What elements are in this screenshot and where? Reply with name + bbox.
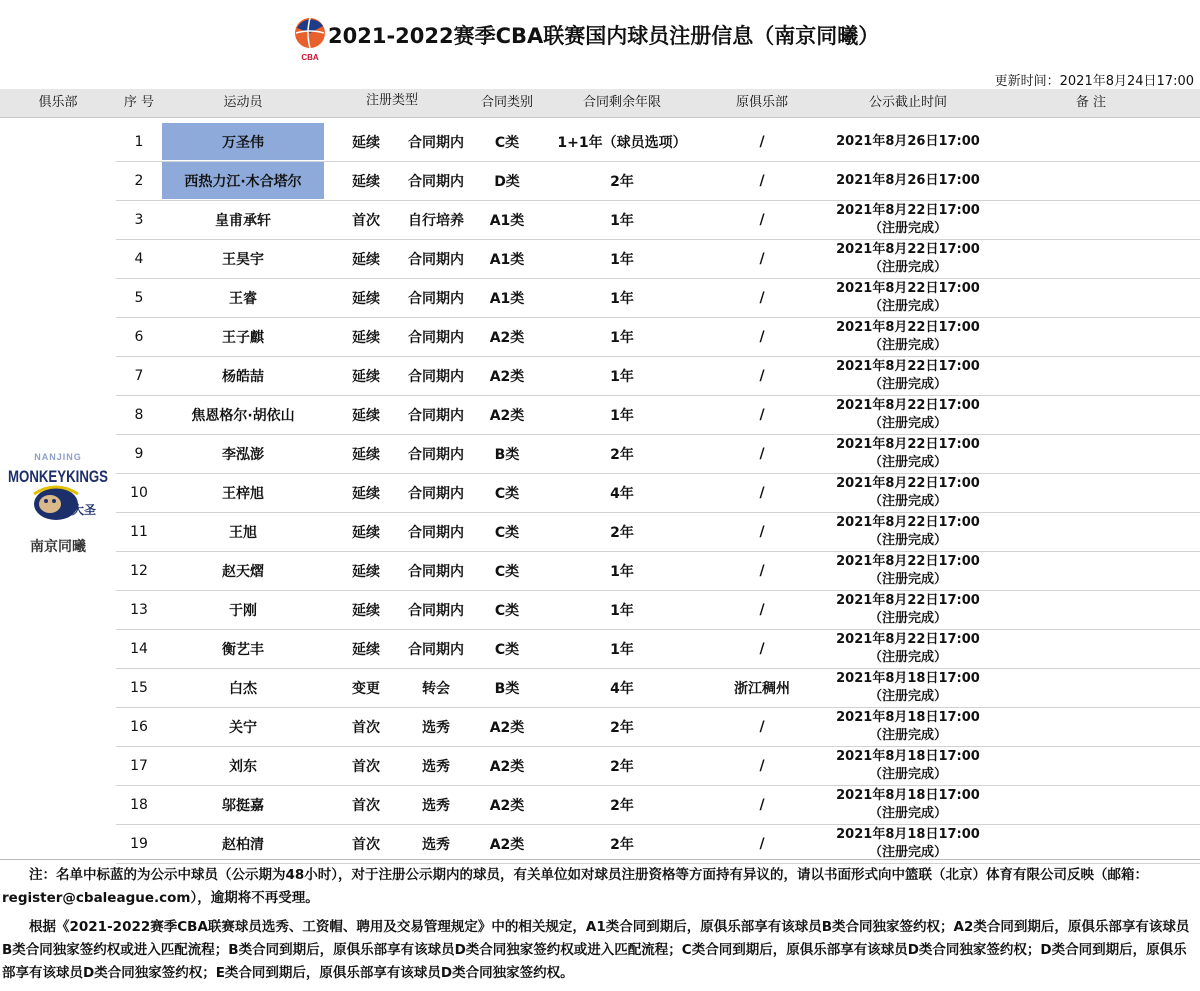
row-years-left: 2年 — [610, 836, 634, 853]
row-number: 14 — [130, 640, 148, 657]
row-reg-type: 变更 — [352, 680, 380, 697]
row-remark — [990, 395, 1192, 434]
row-reg-subtype: 选秀 — [422, 797, 450, 814]
row-status: （注册完成） — [868, 415, 947, 431]
row-player: 皇甫承轩 — [215, 212, 271, 229]
row-orig-club: / — [759, 757, 765, 774]
row-deadline-date: 2021年8月22日17:00 — [836, 397, 980, 413]
row-status: （注册完成） — [868, 376, 947, 392]
row-contract-cat: A2类 — [489, 329, 525, 346]
row-player: 王昊宇 — [222, 251, 264, 268]
table-row — [116, 434, 1200, 474]
row-orig-club: / — [759, 328, 765, 345]
row-reg-type: 首次 — [352, 836, 380, 853]
row-number: 5 — [134, 289, 144, 306]
club-logo-main-text: MONKEYKINGS — [8, 467, 108, 486]
page-title: 2021-2022赛季CBA联赛国内球员注册信息（南京同曦） — [328, 24, 880, 48]
row-player: 白杰 — [229, 680, 257, 697]
row-deadline-date: 2021年8月18日17:00 — [836, 787, 980, 803]
row-years-left: 1年 — [610, 329, 634, 346]
row-number: 6 — [134, 328, 144, 345]
row-orig-club: / — [759, 133, 765, 150]
row-deadline — [826, 200, 990, 239]
row-player: 刘东 — [229, 758, 257, 775]
row-deadline-date: 2021年8月22日17:00 — [836, 514, 980, 530]
row-status: （注册完成） — [868, 571, 947, 587]
row-status: （注册完成） — [868, 298, 947, 314]
row-remark — [990, 161, 1192, 200]
row-contract-cat: B类 — [494, 446, 520, 463]
col-player: 运动员 — [223, 95, 263, 110]
row-years-left: 1+1年（球员选项） — [557, 134, 687, 151]
row-deadline-date: 2021年8月18日17:00 — [836, 709, 980, 725]
cba-logo-text: CBA — [301, 53, 319, 62]
table-row — [116, 512, 1200, 552]
row-remark — [990, 239, 1192, 278]
row-contract-cat: A1类 — [489, 212, 525, 229]
table-row — [116, 200, 1200, 240]
row-player: 衡艺丰 — [222, 641, 264, 658]
row-player: 王梓旭 — [222, 485, 264, 502]
row-years-left: 2年 — [610, 173, 634, 190]
table-row — [116, 668, 1200, 708]
row-deadline-date: 2021年8月22日17:00 — [836, 319, 980, 335]
row-remark — [990, 278, 1192, 317]
row-reg-subtype: 合同期内 — [408, 524, 464, 541]
row-number: 12 — [130, 562, 148, 579]
row-deadline-date: 2021年8月18日17:00 — [836, 826, 980, 842]
row-years-left: 1年 — [610, 212, 634, 229]
table-row — [116, 707, 1200, 747]
row-contract-cat: B类 — [494, 680, 520, 697]
row-reg-subtype: 合同期内 — [408, 407, 464, 424]
row-player: 王子麒 — [222, 329, 264, 346]
row-years-left: 1年 — [610, 602, 634, 619]
table-row — [116, 473, 1200, 513]
row-orig-club: / — [759, 211, 765, 228]
row-player: 关宁 — [229, 719, 257, 736]
row-remark — [990, 590, 1192, 629]
note-rules: 根据《2021-2022赛季CBA联赛球员选秀、工资帽、聘用及交易管理规定》中的相关规定，A1类合同到期后，原俱乐部享有该球员B类合同独家签约权；A2类合同到期后，原俱乐部享有该球员B类合同独家签约权或进入匹配流程；B类合同到期后，原俱乐部享有该球员D类合同独家签约权或进入匹配流程；C类合同到期后，原俱乐部享有该球员D类合同独家签约权；D类合同到期后，原俱乐部享有该球员D类合同独家签约权；E类合同到期后，原俱乐部享有该球员D类合同独家签约权。 — [2, 919, 1190, 981]
row-deadline-date: 2021年8月22日17:00 — [836, 631, 980, 647]
row-reg-subtype: 合同期内 — [408, 251, 464, 268]
row-deadline — [826, 122, 990, 161]
row-status: （注册完成） — [868, 220, 947, 236]
row-number: 17 — [130, 757, 148, 774]
row-reg-subtype: 转会 — [422, 680, 450, 697]
row-deadline — [826, 785, 990, 824]
row-orig-club: / — [759, 289, 765, 306]
row-deadline — [826, 668, 990, 707]
row-contract-cat: C类 — [494, 641, 520, 658]
row-status: （注册完成） — [868, 493, 947, 509]
row-deadline — [826, 434, 990, 473]
col-remark: 备 注 — [1075, 95, 1107, 110]
row-orig-club: / — [759, 835, 765, 852]
row-deadline — [826, 629, 990, 668]
row-orig-club: / — [759, 796, 765, 813]
row-contract-cat: C类 — [494, 485, 520, 502]
row-deadline — [826, 317, 990, 356]
row-player: 邬挺嘉 — [222, 797, 264, 814]
row-number: 19 — [130, 835, 148, 852]
row-number: 13 — [130, 601, 148, 618]
row-reg-type: 延续 — [352, 329, 380, 346]
row-number: 16 — [130, 718, 148, 735]
row-remark — [990, 122, 1192, 161]
row-remark — [990, 200, 1192, 239]
row-deadline — [826, 512, 990, 551]
row-deadline-date: 2021年8月22日17:00 — [836, 475, 980, 491]
row-reg-subtype: 合同期内 — [408, 485, 464, 502]
row-number: 9 — [134, 445, 144, 462]
table-row — [116, 161, 1200, 201]
row-years-left: 1年 — [610, 368, 634, 385]
row-reg-type: 首次 — [352, 797, 380, 814]
row-status: （注册完成） — [868, 649, 947, 665]
row-reg-type: 延续 — [352, 485, 380, 502]
col-contract-cat: 合同类别 — [480, 95, 533, 110]
col-reg-type: 注册类型 — [365, 93, 418, 108]
row-deadline-date: 2021年8月18日17:00 — [836, 748, 980, 764]
row-player: 赵柏清 — [222, 836, 264, 853]
row-reg-subtype: 合同期内 — [408, 173, 464, 190]
row-contract-cat: A2类 — [489, 719, 525, 736]
row-reg-type: 延续 — [352, 173, 380, 190]
row-remark — [990, 317, 1192, 356]
row-orig-club: / — [759, 562, 765, 579]
row-orig-club: 浙江稠州 — [734, 680, 790, 697]
row-status: （注册完成） — [868, 532, 947, 548]
row-orig-club: / — [759, 172, 765, 189]
row-reg-subtype: 自行培养 — [408, 212, 464, 229]
row-remark — [990, 473, 1192, 512]
row-player: 王旭 — [229, 524, 257, 541]
row-contract-cat: A2类 — [489, 758, 525, 775]
table-row — [116, 785, 1200, 825]
row-reg-type: 延续 — [352, 563, 380, 580]
row-deadline-date: 2021年8月26日17:00 — [836, 133, 980, 149]
table-row — [116, 278, 1200, 318]
row-status: （注册完成） — [868, 610, 947, 626]
row-player: 王睿 — [229, 290, 257, 307]
row-reg-type: 延续 — [352, 368, 380, 385]
col-orig-club: 原俱乐部 — [735, 95, 788, 110]
row-reg-subtype: 合同期内 — [408, 602, 464, 619]
row-reg-subtype: 合同期内 — [408, 563, 464, 580]
table-row — [116, 395, 1200, 435]
row-years-left: 1年 — [610, 251, 634, 268]
row-years-left: 2年 — [610, 758, 634, 775]
row-reg-subtype: 合同期内 — [408, 446, 464, 463]
table-row — [116, 746, 1200, 786]
row-player: 杨皓喆 — [222, 368, 264, 385]
row-status: （注册完成） — [868, 337, 947, 353]
row-deadline — [826, 551, 990, 590]
row-deadline — [826, 395, 990, 434]
row-deadline — [826, 590, 990, 629]
row-remark — [990, 785, 1192, 824]
row-status: （注册完成） — [868, 727, 947, 743]
col-deadline: 公示截止时间 — [868, 95, 947, 110]
row-orig-club: / — [759, 640, 765, 657]
row-number: 3 — [134, 211, 144, 228]
row-years-left: 1年 — [610, 290, 634, 307]
row-orig-club: / — [759, 367, 765, 384]
row-deadline — [826, 239, 990, 278]
table-row — [116, 590, 1200, 630]
row-number: 15 — [130, 679, 148, 696]
row-reg-type: 延续 — [352, 602, 380, 619]
col-number: 序 号 — [123, 95, 155, 110]
row-status: （注册完成） — [868, 688, 947, 704]
row-deadline-date: 2021年8月26日17:00 — [836, 172, 980, 188]
row-deadline — [826, 356, 990, 395]
row-years-left: 4年 — [610, 680, 634, 697]
row-years-left: 1年 — [610, 407, 634, 424]
row-reg-type: 延续 — [352, 446, 380, 463]
row-orig-club: / — [759, 250, 765, 267]
row-number: 4 — [134, 250, 144, 267]
table-row — [116, 551, 1200, 591]
divider — [0, 859, 1200, 860]
row-reg-subtype: 合同期内 — [408, 290, 464, 307]
col-club: 俱乐部 — [38, 95, 78, 110]
row-contract-cat: A2类 — [489, 836, 525, 853]
row-number: 18 — [130, 796, 148, 813]
row-contract-cat: C类 — [494, 602, 520, 619]
row-deadline-date: 2021年8月22日17:00 — [836, 553, 980, 569]
row-years-left: 2年 — [610, 719, 634, 736]
row-contract-cat: C类 — [494, 563, 520, 580]
row-years-left: 1年 — [610, 641, 634, 658]
row-reg-type: 首次 — [352, 212, 380, 229]
row-orig-club: / — [759, 406, 765, 423]
row-reg-type: 首次 — [352, 758, 380, 775]
table-row — [116, 824, 1200, 864]
row-status: （注册完成） — [868, 454, 947, 470]
row-number: 11 — [130, 523, 148, 540]
row-deadline — [826, 746, 990, 785]
table-body — [0, 122, 1200, 860]
row-orig-club: / — [759, 445, 765, 462]
row-status: （注册完成） — [868, 805, 947, 821]
row-years-left: 4年 — [610, 485, 634, 502]
row-reg-type: 延续 — [352, 290, 380, 307]
table-row — [116, 239, 1200, 279]
row-status: （注册完成） — [868, 844, 947, 860]
table-row — [116, 122, 1200, 162]
row-years-left: 2年 — [610, 524, 634, 541]
row-number: 7 — [134, 367, 144, 384]
title-bar — [0, 14, 1200, 64]
row-contract-cat: A2类 — [489, 368, 525, 385]
row-contract-cat: A2类 — [489, 407, 525, 424]
row-number: 10 — [130, 484, 148, 501]
row-contract-cat: A2类 — [489, 797, 525, 814]
row-reg-type: 延续 — [352, 134, 380, 151]
row-remark — [990, 746, 1192, 785]
row-orig-club: / — [759, 718, 765, 735]
row-deadline-date: 2021年8月22日17:00 — [836, 436, 980, 452]
row-reg-type: 延续 — [352, 251, 380, 268]
row-deadline-date: 2021年8月22日17:00 — [836, 280, 980, 296]
table-row — [116, 317, 1200, 357]
club-logo-mark: 大圣 — [72, 503, 97, 517]
row-deadline-date: 2021年8月22日17:00 — [836, 358, 980, 374]
row-reg-type: 延续 — [352, 407, 380, 424]
row-deadline-date: 2021年8月22日17:00 — [836, 202, 980, 218]
row-contract-cat: D类 — [494, 173, 520, 190]
row-remark — [990, 707, 1192, 746]
row-orig-club: / — [759, 523, 765, 540]
row-reg-subtype: 合同期内 — [408, 329, 464, 346]
row-deadline — [826, 824, 990, 863]
club-name: 南京同曦 — [30, 539, 86, 555]
table-header — [0, 89, 1200, 118]
row-deadline — [826, 278, 990, 317]
row-reg-subtype: 合同期内 — [408, 134, 464, 151]
row-reg-subtype: 选秀 — [422, 836, 450, 853]
row-deadline — [826, 473, 990, 512]
row-deadline — [826, 161, 990, 200]
row-contract-cat: A1类 — [489, 251, 525, 268]
row-remark — [990, 668, 1192, 707]
row-remark — [990, 629, 1192, 668]
row-reg-subtype: 合同期内 — [408, 641, 464, 658]
row-player: 西热力江·木合塔尔 — [162, 162, 324, 199]
table-row — [116, 356, 1200, 396]
update-time: 更新时间：2021年8月24日17:00 — [994, 74, 1194, 89]
row-remark — [990, 551, 1192, 590]
club-logo-top-text: NANJING — [34, 452, 82, 462]
row-number: 8 — [134, 406, 144, 423]
note-publicity: 注：名单中标蓝的为公示中球员（公示期为48小时），对于注册公示期内的球员，有关单位如对球员注册资格等方面持有异议的，请以书面形式向中篮联（北京）体育有限公司反映（邮箱：register@cbaleague.com），逾期将不再受理。 — [2, 867, 1149, 906]
col-years-left: 合同剩余年限 — [582, 95, 661, 110]
row-player: 万圣伟 — [162, 123, 324, 160]
row-deadline-date: 2021年8月22日17:00 — [836, 592, 980, 608]
row-number: 1 — [134, 133, 144, 150]
row-orig-club: / — [759, 484, 765, 501]
row-reg-type: 延续 — [352, 641, 380, 658]
row-remark — [990, 356, 1192, 395]
row-remark — [990, 512, 1192, 551]
row-reg-subtype: 选秀 — [422, 719, 450, 736]
row-deadline-date: 2021年8月22日17:00 — [836, 241, 980, 257]
row-orig-club: / — [759, 601, 765, 618]
row-years-left: 2年 — [610, 797, 634, 814]
row-player: 焦恩格尔·胡依山 — [191, 407, 295, 424]
row-reg-subtype: 合同期内 — [408, 368, 464, 385]
row-remark — [990, 434, 1192, 473]
row-number: 2 — [134, 172, 144, 189]
row-player: 李泓澎 — [222, 446, 264, 463]
row-player: 于刚 — [229, 602, 257, 619]
row-deadline — [826, 707, 990, 746]
row-contract-cat: C类 — [494, 134, 520, 151]
cba-logo-icon — [292, 16, 328, 62]
row-player: 赵天熠 — [222, 563, 264, 580]
row-reg-type: 首次 — [352, 719, 380, 736]
row-remark — [990, 824, 1192, 863]
row-years-left: 1年 — [610, 563, 634, 580]
row-years-left: 2年 — [610, 446, 634, 463]
row-status: （注册完成） — [868, 766, 947, 782]
row-contract-cat: A1类 — [489, 290, 525, 307]
row-reg-subtype: 选秀 — [422, 758, 450, 775]
table-row — [116, 629, 1200, 669]
row-reg-type: 延续 — [352, 524, 380, 541]
row-contract-cat: C类 — [494, 524, 520, 541]
row-status: （注册完成） — [868, 259, 947, 275]
row-deadline-date: 2021年8月18日17:00 — [836, 670, 980, 686]
